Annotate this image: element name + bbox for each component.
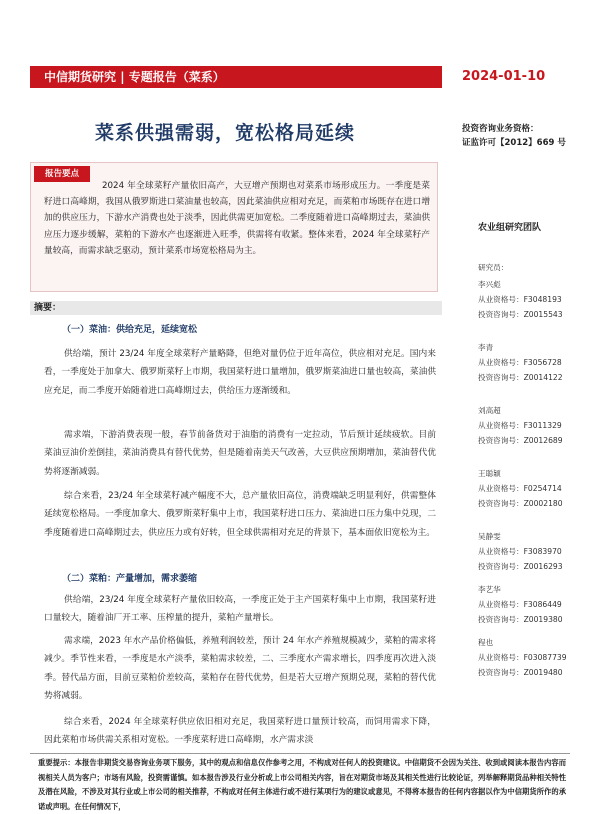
researcher-label: 研究员：: [478, 263, 509, 272]
paragraph-meal-summary: 综合来看，2024 年全球菜籽供应依旧相对充足，我国菜籽进口量预计较高，而饲用需求下降，因此菜粕市场供需关系相对宽松。一季度菜籽进口高峰期，水产需求淡: [44, 717, 436, 746]
practice-number: 从业资格号：F3086449: [478, 600, 562, 609]
researcher-card: [478, 341, 594, 385]
advisory-number: 投资咨询号：Z0019480: [478, 668, 563, 677]
team-title: 农业组研究团队: [478, 223, 542, 233]
researcher-name: 王聪颖: [478, 469, 501, 478]
researcher-card: [478, 530, 594, 574]
practice-number: 从业资格号：F0254714: [478, 484, 562, 493]
practice-number: 从业资格号：F03087739: [478, 653, 567, 662]
summary-text: 2024 年全球菜籽产量依旧高产，大豆增产预期也对菜系市场形成压力。一季度是菜籽进口高峰期，我国从俄罗斯进口菜油量也较高，因此菜油供应相对充足，而菜粕市场既存在进口增加的供应压力，下游水产消费也处于淡季，因此供需更加宽松。二季度随着进口高峰期过去，菜油供应压力逐步缓解，菜粕的下游水产也逐渐进入旺季，供需将有收紧。整体来看，2024 年全球菜籽产量较高，而需求缺乏驱动，预计菜系市场宽松格局为主。: [44, 181, 430, 256]
advisory-number: 投资咨询号：Z0019380: [478, 615, 563, 624]
researcher-name: 刘高超: [478, 406, 501, 415]
practice-number: 从业资格号：F3048193: [478, 295, 562, 304]
footer-divider: [30, 753, 570, 754]
advisory-number: 投资咨询号：Z0015543: [478, 310, 563, 319]
practice-number: 从业资格号：F3083970: [478, 547, 562, 556]
advisory-number: 投资咨询号：Z0002180: [478, 499, 563, 508]
section-heading-rapeseed-oil: （一）菜油：供给充足，延续宽松: [62, 325, 198, 335]
researcher-card: [478, 636, 594, 680]
researcher-card: [478, 278, 594, 322]
researcher-name: 程也: [478, 638, 494, 647]
section-heading-rapeseed-meal: （二）菜粕：产量增加，需求萎缩: [62, 574, 198, 584]
advisory-number: 投资咨询号：Z0016293: [478, 562, 563, 571]
advisory-number: 投资咨询号：Z0012689: [478, 436, 563, 445]
researcher-card: [478, 467, 594, 511]
paragraph-oil-supply: 供给端，预计 23/24 年度全球菜籽产量略降，但绝对量仍位于近年高位，供应相对充足。国内来看，一季度处于加拿大、俄罗斯菜籽上市期，我国菜籽进口量增加，俄罗斯菜油进口量也较高，菜油供应充足，而二季度开始随着进口高峰期过去，供给压力逐渐缓和。: [44, 349, 436, 396]
researcher-name: 李兴彪: [478, 280, 501, 289]
report-type: 专题报告（菜系）: [128, 70, 225, 84]
paragraph-meal-supply: 供给端，23/24 年度全球菜籽产量依旧较高，一季度正处于主产国菜籽集中上市期，我国菜籽进口量较大，随着油厂开工率、压榨量的提升，菜粕产量增长。: [44, 595, 436, 624]
practice-number: 从业资格号：F3011329: [478, 421, 562, 430]
header-label: [44, 69, 225, 85]
brand-name: 中信期货研究: [44, 70, 117, 84]
license-line-2: 证监许可【2012】669 号: [462, 138, 566, 148]
report-date: 2024-01-10: [462, 69, 546, 84]
practice-number: 从业资格号：F3056728: [478, 358, 562, 367]
report-title: 菜系供强需弱，宽松格局延续: [95, 122, 356, 144]
license-line-1: 投资咨询业务资格：: [462, 124, 539, 134]
researcher-card: [478, 583, 594, 627]
abstract-heading: 摘要：: [30, 301, 442, 315]
researcher-name: 李青: [478, 343, 494, 352]
researcher-card: [478, 404, 594, 448]
researcher-name: 李艺华: [478, 585, 501, 594]
paragraph-oil-demand: 需求端，下游消费表现一般，春节前备货对于油脂的消费有一定拉动，节后预计延续疲软。目前菜油豆油价差倒挂，菜油消费具有替代优势，但是随着南美天气改善，大豆供应预期增加，菜油替代优势将逐渐减弱。: [44, 430, 436, 477]
researcher-name: 吴静雯: [478, 532, 501, 541]
license-info: [462, 122, 566, 150]
summary-tag: 报告要点: [34, 166, 90, 182]
disclaimer-text: 重要提示：本报告非期货交易咨询业务项下服务，其中的观点和信息仅作参考之用，不构成对任何人的投资建议。中信期货不会因为关注、收到或阅读本报告内容而视相关人员为客户；市场有风险，投资需谨慎。如本报告涉及行业分析或上市公司相关内容，旨在对期货市场及其相关性进行比较论证，列举解释期货品种相关特性及潜在风险，不涉及对其行业或上市公司的相关推荐，不构成对任何主体进行或不进行某项行为的建议或意见，不得将本报告的任何内容据以作为中信期货所作的承诺或声明。在任何情况下，: [38, 758, 566, 811]
header-divider: |: [116, 70, 129, 84]
paragraph-oil-summary: 综合来看，23/24 年全球菜籽减产幅度不大，总产量依旧高位，消费端缺乏明显利好，供需整体延续宽松格局。一季度加拿大、俄罗斯菜籽集中上市，我国菜籽进口压力、菜油进口压力集中兑现，二季度随着进口高峰期过去，供应压力或有好转，但全球供需相对充足的背景下，基本面依旧宽松为主。: [44, 491, 436, 538]
advisory-number: 投资咨询号：Z0014122: [478, 373, 563, 382]
paragraph-meal-demand: 需求端，2023 年水产品价格偏低，养殖利润较差，预计 24 年水产养殖规模减少，菜粕的需求将减少。季节性来看，一季度是水产淡季，菜粕需求较差，二、三季度水产需求增长，四季度再次进入淡季。替代品方面，目前豆菜粕价差较高，菜粕存在替代优势，但是若大豆增产预期兑现，菜粕的替代优势将减弱。: [44, 636, 436, 701]
